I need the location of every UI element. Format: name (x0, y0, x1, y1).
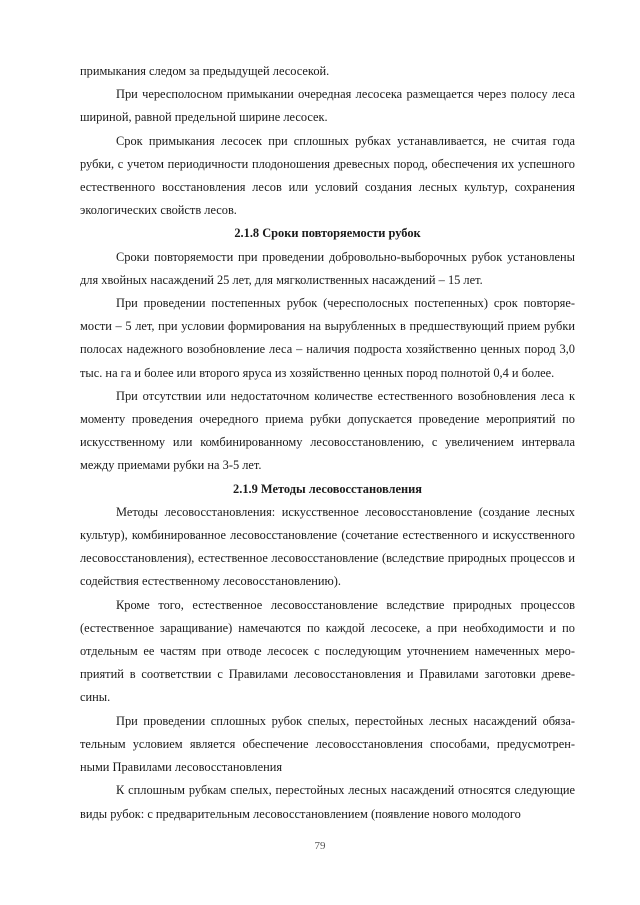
section-heading-2-1-9: 2.1.9 Методы лесовосстановления (233, 481, 422, 496)
section-heading-2-1-8: 2.1.8 Сроки повторяемости рубок (234, 226, 421, 241)
paragraph-reforestation-methods: Методы лесовосстановления: искусственное лесовосстановление (создание лесных культур), комбинированное лесовосстановление (сочетание естественного и искусственного лесовосстановления), естественное лесовосстановление (вследствие природных процессов и содействия естественному лесовосстановлению). (80, 504, 575, 589)
paragraph-continuation: примыкания следом за предыдущей лесосекой. (80, 64, 330, 78)
paragraph-natural-regeneration: Кроме того, естественное лесовосстановление вследствие природных процессов (естественное заращивание) намечаются по каждой лесосеке, а при необходимости и по отдельным ее частям при отводе лесосек с последующим уточнением намеченных мероприятий в соответствии с Правилами лесовосстановления и Правилами заготовки древесины. (80, 597, 575, 705)
paragraph-insufficient-regeneration: При отсутствии или недостаточном количестве естественного возобновления леса к моменту проведения очередного приема рубки допускается проведение мероприятий по искусственному или комбинированному лесовосстановлению, с увеличением интервала между приемами рубки на 3-5 лет. (80, 388, 575, 473)
page-number: 79 (314, 840, 326, 852)
paragraph-clear-cutting-types: К сплошным рубкам спелых, перестойных лесных насаждений относятся следующие виды рубок: с предварительным лесовосстановлением (появление нового молодого (80, 783, 575, 821)
paragraph-repeat-periods: Сроки повторяемости при проведении добровольно-выборочных рубок установлены для хвойных насаждений 25 лет, для мягколиственных насаждений – 15 лет. (80, 249, 575, 287)
paragraph-clear-cutting-condition: При проведении сплошных рубок спелых, перестойных лесных насаждений обязательным условием является обеспечение лесовосстановления способами, предусмотренными Правилами лесовосстановления (80, 713, 575, 775)
paragraph-gradual-cuttings: При проведении постепенных рубок (чересполосных постепенных) срок повторяемости – 5 лет, при условии формирования на вырубленных в предшествующий прием рубки полосах надежного возобновление леса – наличия подроста хозяйственно ценных пород 3,0 тыс. на га и более или второго яруса из хозяйственно ценных пород полнотой 0,4 и более. (80, 296, 575, 380)
paragraph-strip-adjacency: При чересполосном примыкании очередная лесосека размещается через полосу леса шириной, равной предельной ширине лесосек. (80, 87, 575, 125)
paragraph-adjacency-period: Срок примыкания лесосек при сплошных рубках устанавливается, не считая года рубки, с учетом периодичности плодоношения древесных пород, обеспечения их успешного естественного восстановления лесов или условий создания лесных культур, сохранения экологических свойств лесов. (80, 133, 575, 218)
document-page (80, 60, 575, 826)
